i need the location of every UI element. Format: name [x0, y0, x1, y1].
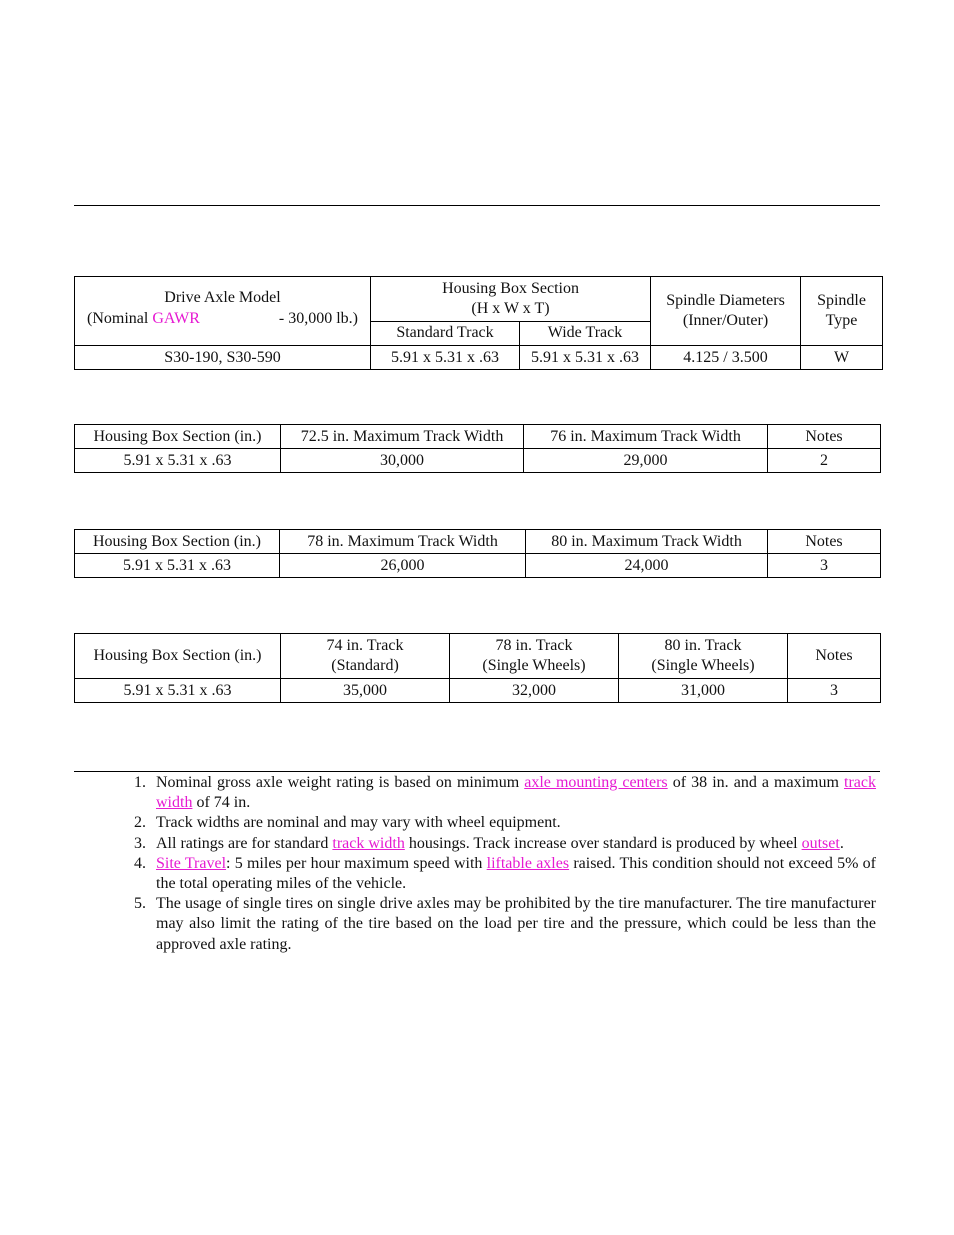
nominal-prefix: (Nominal: [87, 310, 153, 327]
model-cell: S30-190, S30-590: [75, 346, 371, 370]
notes-cell: 3: [768, 554, 881, 578]
note-text: housings. Track increase over standard is produced by wheel: [404, 834, 802, 852]
table-row: [75, 554, 881, 578]
track-74-line1: 74 in. Track: [326, 637, 404, 654]
note-text: of 38 in. and a maximum: [667, 774, 845, 791]
track-width-table-2: [74, 529, 881, 578]
housing-header-line1: Housing Box Section: [442, 279, 579, 297]
note-text: .: [839, 834, 844, 852]
single-wheel-table: [74, 633, 881, 703]
note-text: The usage of single tires on single drive axles may be prohibited by the tire manufacturer. The tire manufacturer may also limit the rating of the tire based on the load per tire and the pressure, which could be less than the approved axle rating.: [156, 895, 876, 953]
track-78-line2: (Single Wheels): [482, 657, 586, 674]
standard-cell: 5.91 x 5.31 x .63: [371, 346, 520, 370]
housing-header: Housing Box Section (in.): [75, 530, 280, 554]
rating-cell: 32,000: [450, 679, 619, 703]
spindle-diam-line2: (Inner/Outer): [682, 312, 769, 329]
rating-cell: 35,000: [281, 679, 450, 703]
note-5: [134, 894, 876, 955]
standard-track-header: Standard Track: [371, 321, 520, 345]
spindle-type-line1: Spindle: [817, 292, 866, 309]
note-2: [134, 813, 876, 833]
housing-header: [371, 277, 651, 322]
note-3: [134, 834, 876, 854]
axle-mounting-centers-link[interactable]: axle mounting centers: [524, 774, 668, 791]
note-number: 1.: [134, 774, 146, 791]
rating-cell: 30,000: [281, 449, 524, 473]
spindle-diameters-header: [651, 277, 801, 346]
housing-header: Housing Box Section (in.): [75, 634, 281, 679]
note-text: : 5 miles per hour maximum speed with: [226, 854, 487, 872]
housing-cell: 5.91 x 5.31 x .63: [75, 449, 281, 473]
track-76-header: 76 in. Maximum Track Width: [524, 425, 768, 449]
liftable-axles-link[interactable]: liftable axles: [486, 854, 570, 872]
track-74-header: [281, 634, 450, 679]
table-row: [75, 346, 883, 370]
table-row: [75, 679, 881, 703]
axle-spec-table: [74, 276, 883, 370]
track-78-line1: 78 in. Track: [495, 637, 573, 654]
track-78-header: 78 in. Maximum Track Width: [280, 530, 526, 554]
rating-cell: 26,000: [280, 554, 526, 578]
wide-cell: 5.91 x 5.31 x .63: [520, 346, 651, 370]
rating-cell: 31,000: [619, 679, 788, 703]
notes-rule: [74, 771, 880, 772]
track-width-link[interactable]: track width: [332, 834, 405, 852]
spindle-type-line2: Type: [825, 312, 858, 329]
note-text: All ratings are for standard: [156, 834, 333, 852]
nominal-label: [87, 309, 200, 329]
note-1: [134, 773, 876, 813]
nominal-suffix: - 30,000 lb.): [278, 310, 358, 327]
housing-cell: 5.91 x 5.31 x .63: [75, 679, 281, 703]
track-80-line1: 80 in. Track: [664, 637, 742, 654]
diameters-cell: 4.125 / 3.500: [651, 346, 801, 370]
track-72-header: 72.5 in. Maximum Track Width: [281, 425, 524, 449]
note-text: Track widths are nominal and may vary with wheel equipment.: [156, 814, 561, 832]
track-width-table-1: [74, 424, 881, 473]
spindle-type-header: [801, 277, 883, 346]
track-80-line2: (Single Wheels): [651, 657, 755, 674]
type-cell: W: [801, 346, 883, 370]
track-78-header: [450, 634, 619, 679]
outset-link[interactable]: outset: [801, 834, 840, 852]
housing-header-line2: (H x W x T): [471, 299, 550, 317]
track-width-link[interactable]: track width: [156, 774, 876, 812]
top-rule: [74, 205, 880, 206]
model-header-title: Drive Axle Model: [164, 289, 281, 306]
table-row: [75, 449, 881, 473]
note-number: 5.: [134, 895, 146, 913]
track-80-header: [619, 634, 788, 679]
housing-cell: 5.91 x 5.31 x .63: [75, 554, 280, 578]
note-text: Nominal gross axle weight rating is based on minimum: [156, 774, 525, 791]
track-80-header: 80 in. Maximum Track Width: [526, 530, 768, 554]
spindle-diam-line1: Spindle Diameters: [666, 292, 785, 309]
rating-cell: 29,000: [524, 449, 768, 473]
note-text: of 74 in.: [192, 794, 251, 812]
notes-cell: 2: [768, 449, 881, 473]
note-number: 2.: [134, 814, 146, 832]
notes-header: Notes: [768, 425, 881, 449]
notes-header: Notes: [788, 634, 881, 679]
notes-cell: 3: [788, 679, 881, 703]
gawr-link[interactable]: GAWR: [152, 310, 200, 327]
wide-track-header: Wide Track: [520, 321, 651, 345]
note-text: raised. This condition should not exceed 5% of the total operating miles of the vehicle.: [156, 854, 877, 893]
model-header: [75, 277, 371, 346]
notes-header: Notes: [768, 530, 881, 554]
note-number: 3.: [134, 834, 146, 852]
note-number: 4.: [134, 854, 146, 872]
site-travel-link[interactable]: Site Travel: [156, 854, 227, 872]
notes-list: [134, 773, 876, 955]
track-74-line2: (Standard): [331, 657, 399, 674]
rating-cell: 24,000: [526, 554, 768, 578]
housing-header: Housing Box Section (in.): [75, 425, 281, 449]
note-4: [134, 854, 876, 894]
